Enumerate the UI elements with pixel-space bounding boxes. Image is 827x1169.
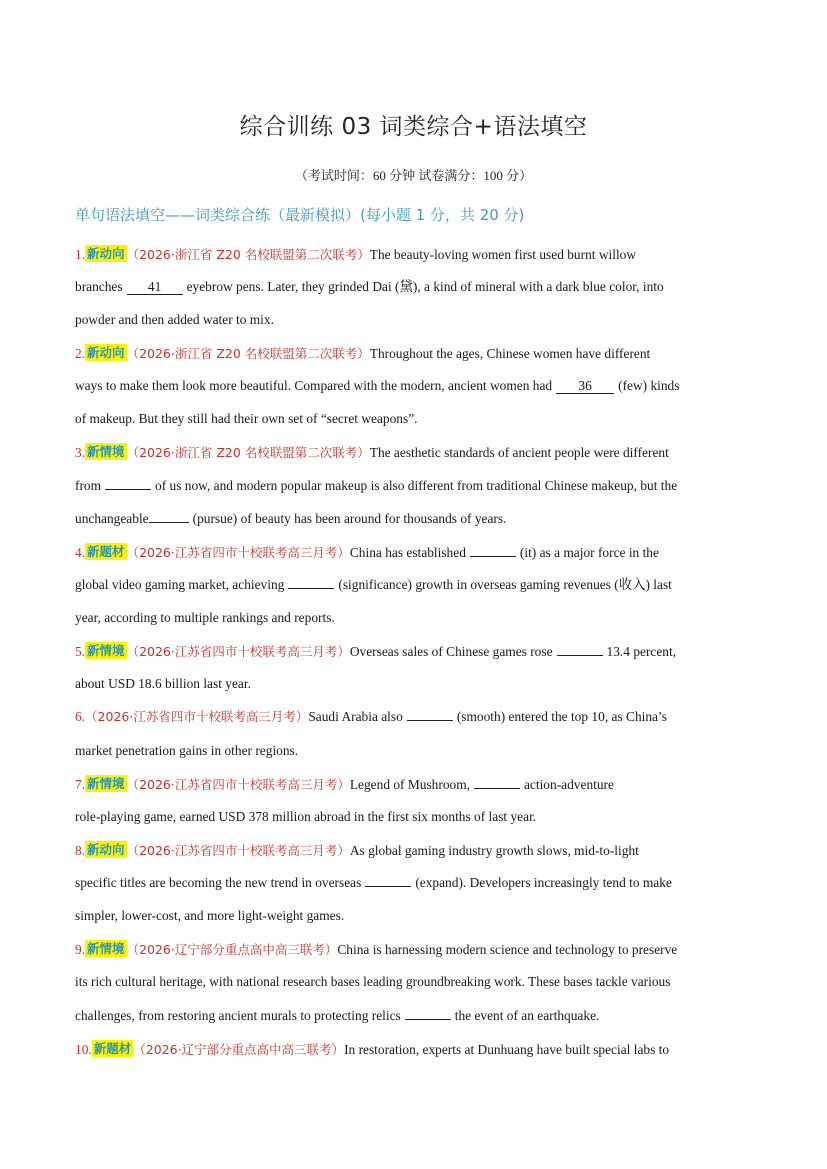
- question-number: 9.: [75, 942, 86, 957]
- question-4-line-2: [75, 576, 755, 594]
- question-source: （2026·江苏省四市十校联考高三月考）: [126, 545, 350, 560]
- tag-badge: 新动向: [87, 345, 125, 360]
- question-text: year, according to multiple rankings and reports.: [75, 610, 335, 625]
- question-number: 1.: [75, 247, 86, 262]
- tag-badge: 新情境: [87, 643, 125, 658]
- question-source: （2026·浙江省 Z20 名校联盟第二次联考）: [126, 247, 370, 262]
- question-text: action-adventure: [523, 777, 614, 792]
- question-text: The beauty-loving women first used burnt willow: [369, 247, 637, 262]
- answer-blank[interactable]: [365, 886, 411, 887]
- question-number: 5.: [75, 644, 86, 659]
- question-text: market penetration gains in other regions.: [75, 743, 299, 758]
- question-text: unchangeable: [75, 511, 149, 526]
- question-text: of us now, and modern popular makeup is also different from traditional Chinese makeup, but the: [155, 478, 678, 493]
- question-number: 7.: [75, 777, 86, 792]
- question-source: （2026·江苏省四市十校联考高三月考）: [126, 644, 350, 659]
- question-number: 4.: [75, 545, 86, 560]
- tag-badge: 新情境: [87, 776, 125, 791]
- question-text: eyebrow pens. Later, they grinded Dai (黛), a kind of mineral with a dark blue color, into: [186, 279, 664, 294]
- question-text: Legend of Mushroom,: [349, 777, 470, 792]
- question-3: [75, 443, 755, 462]
- question-3-line-3: [75, 510, 755, 528]
- question-6: [75, 708, 755, 726]
- question-text: As global gaming industry growth slows, mid-to-light: [349, 843, 639, 858]
- question-8-line-2: [75, 874, 755, 892]
- answer-blank[interactable]: [474, 788, 520, 789]
- question-text: In restoration, experts at Dunhuang have built special labs to: [344, 1042, 670, 1057]
- answer-blank[interactable]: [288, 588, 334, 589]
- answer-blank[interactable]: 41: [127, 279, 183, 295]
- question-text: (pursue) of beauty has been around for thousands of years.: [192, 511, 507, 526]
- question-number: 3.: [75, 445, 86, 460]
- question-text: about USD 18.6 billion last year.: [75, 676, 251, 691]
- answer-blank[interactable]: [149, 522, 189, 523]
- question-source: （2026·浙江省 Z20 名校联盟第二次联考）: [126, 445, 370, 460]
- question-text: of makeup. But they still had their own set of “secret weapons”.: [75, 411, 418, 426]
- tag-badge: 新情境: [87, 941, 125, 956]
- question-source: （2026·辽宁部分重点高中高三联考）: [126, 942, 338, 957]
- question-text: specific titles are becoming the new trend in overseas: [75, 875, 362, 890]
- question-text: role-playing game, earned USD 378 million abroad in the first six months of last year.: [75, 809, 537, 824]
- question-text: (smooth) entered the top 10, as China’s: [456, 709, 667, 724]
- question-8-line-3: [75, 907, 755, 925]
- question-text: challenges, from restoring ancient murals to protecting relics: [75, 1008, 401, 1023]
- question-text: the event of an earthquake.: [454, 1008, 600, 1023]
- tag-badge: 新动向: [87, 842, 125, 857]
- question-3-line-2: [75, 477, 755, 495]
- answer-blank[interactable]: [470, 556, 516, 557]
- question-9-line-2: [75, 973, 755, 991]
- answer-blank[interactable]: [407, 720, 453, 721]
- question-text: 13.4 percent,: [606, 644, 677, 659]
- question-text: simpler, lower-cost, and more light-weight games.: [75, 908, 345, 923]
- question-5: [75, 642, 755, 661]
- tag-badge: 新动向: [87, 246, 125, 261]
- question-number: 6.: [75, 709, 86, 724]
- question-10: [75, 1040, 755, 1059]
- tag-badge: 新情境: [87, 444, 125, 459]
- question-text: Overseas sales of Chinese games rose: [349, 644, 553, 659]
- question-6-line-2: [75, 742, 755, 760]
- question-8: [75, 841, 755, 860]
- section-heading: 单句语法填空——词类综合练（最新模拟）(每小题 1 分，共 20 分): [75, 206, 525, 224]
- question-text: its rich cultural heritage, with national research bases leading groundbreaking work. These bases tackle various: [75, 974, 671, 989]
- question-source: （2026·辽宁部分重点高中高三联考）: [133, 1042, 345, 1057]
- question-2: [75, 344, 755, 363]
- question-9-line-3: [75, 1007, 755, 1025]
- question-number: 2.: [75, 346, 86, 361]
- question-1-line-2: [75, 278, 755, 296]
- question-7: [75, 775, 755, 794]
- question-text: China is harnessing modern science and technology to preserve: [337, 942, 678, 957]
- question-number: 10.: [75, 1042, 92, 1057]
- answer-blank[interactable]: [405, 1019, 451, 1020]
- answer-blank[interactable]: 36: [556, 378, 614, 394]
- question-7-line-2: [75, 808, 755, 826]
- question-text: Saudi Arabia also: [308, 709, 403, 724]
- question-1: [75, 245, 755, 264]
- question-text: (expand). Developers increasingly tend to make: [415, 875, 672, 890]
- question-4: [75, 543, 755, 562]
- question-9: [75, 940, 755, 959]
- question-5-line-2: [75, 675, 755, 693]
- tag-badge: 新题材: [87, 544, 125, 559]
- question-source: （2026·江苏省四市十校联考高三月考）: [126, 777, 350, 792]
- question-text: global video gaming market, achieving: [75, 577, 285, 592]
- question-text: The aesthetic standards of ancient people were different: [369, 445, 669, 460]
- question-source: （2026·江苏省四市十校联考高三月考）: [126, 843, 350, 858]
- question-text: from: [75, 478, 102, 493]
- question-text: powder and then added water to mix.: [75, 312, 274, 327]
- question-source: （2026·浙江省 Z20 名校联盟第二次联考）: [126, 346, 370, 361]
- tag-badge: 新题材: [93, 1041, 132, 1056]
- question-4-line-3: [75, 609, 755, 627]
- question-text: branches: [75, 279, 123, 294]
- question-text: (few) kinds: [618, 378, 680, 393]
- question-source: （2026·江苏省四市十校联考高三月考）: [85, 709, 309, 724]
- question-text: (significance) growth in overseas gaming revenues (收入) last: [338, 577, 672, 592]
- page-title: 综合训练 03 词类综合+语法填空: [239, 114, 588, 140]
- question-text: ways to make them look more beautiful. Compared with the modern, ancient women had: [75, 378, 553, 393]
- question-2-line-2: [75, 377, 755, 395]
- exam-info: （考试时间：60 分钟 试卷满分：100 分）: [294, 168, 533, 183]
- question-number: 8.: [75, 843, 86, 858]
- question-text: Throughout the ages, Chinese women have different: [369, 346, 651, 361]
- question-text: China has established: [349, 545, 466, 560]
- question-text: (it) as a major force in the: [519, 545, 659, 560]
- answer-blank[interactable]: [105, 489, 151, 490]
- question-2-line-3: [75, 410, 755, 428]
- question-1-line-3: [75, 311, 755, 329]
- answer-blank[interactable]: [557, 655, 603, 656]
